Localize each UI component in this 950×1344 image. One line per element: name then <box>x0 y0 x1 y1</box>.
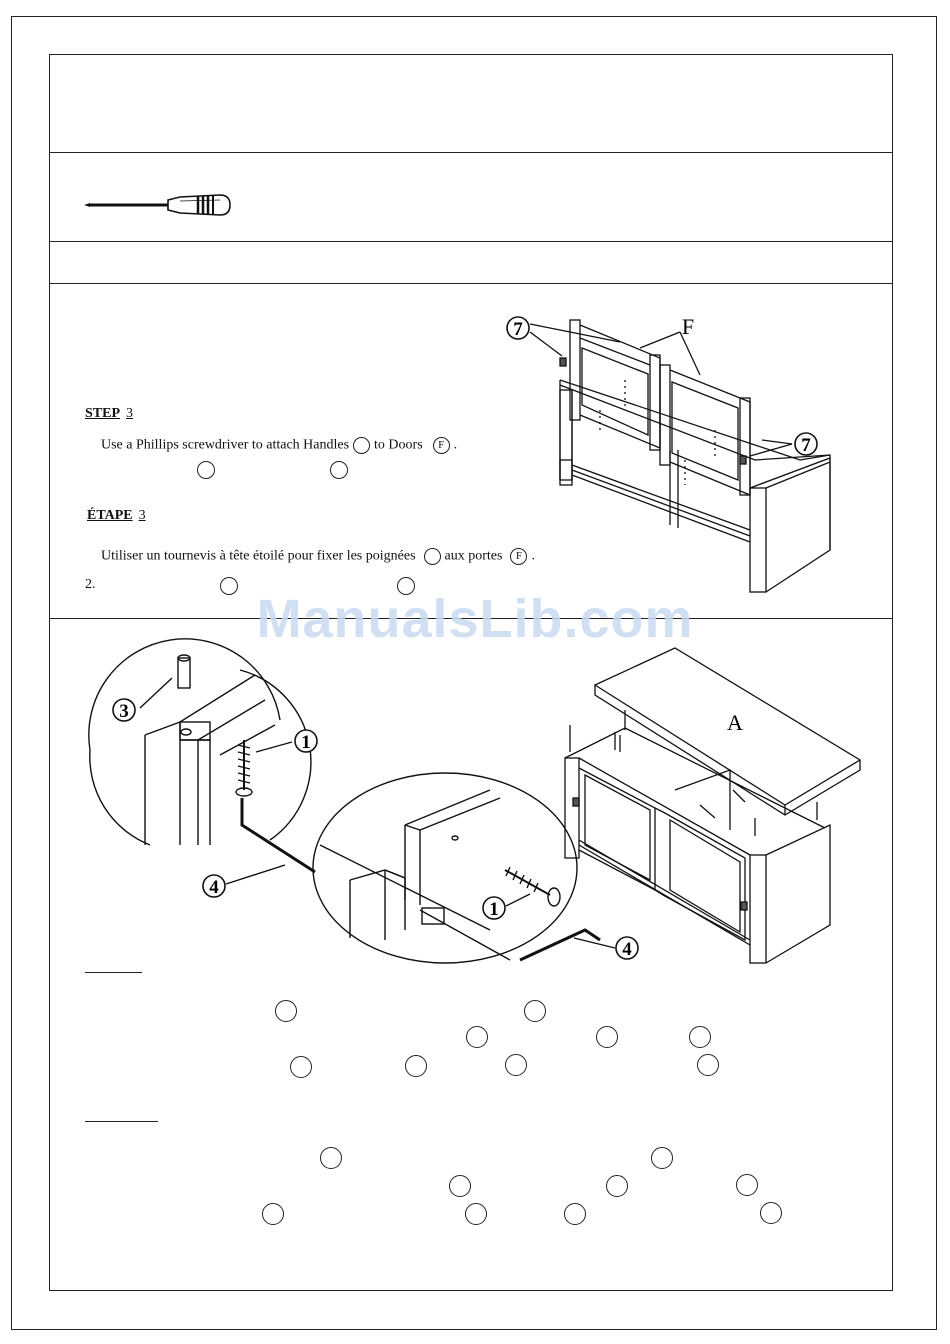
callout-hex-key-1: 4 <box>209 877 219 898</box>
callout-cam-screw: 1 <box>301 732 311 753</box>
ref-circle-empty <box>736 1174 758 1196</box>
top-panel-assembly-diagram <box>555 640 865 970</box>
etape-label: ÉTAPE <box>87 508 133 523</box>
instruction-period: . <box>453 437 458 453</box>
divider-1 <box>49 152 893 153</box>
instruction-text-mid: to Doors <box>374 437 423 453</box>
step-label: STEP <box>85 406 121 421</box>
callout-dowel: 3 <box>119 701 129 722</box>
instruction-period-fr: . <box>531 548 535 564</box>
doors-ref-circle-fr: F <box>510 548 527 565</box>
instruction-text: Use a Phillips screwdriver to attach Handles <box>101 437 350 453</box>
cabinet-doors-diagram <box>500 310 840 600</box>
callout-top-panel: A <box>727 710 743 735</box>
heading-underline <box>85 972 142 973</box>
etape-number: 3 <box>138 508 146 523</box>
ref-circle-empty <box>320 1147 342 1169</box>
watermark: ManualsLib.com <box>256 589 694 649</box>
step-heading <box>85 406 133 422</box>
ref-circle-empty <box>330 461 348 479</box>
callout-doors: F <box>681 314 695 339</box>
handle-ref-circle-fr <box>424 548 441 565</box>
step-instruction-en <box>101 437 457 454</box>
divider-2 <box>49 241 893 242</box>
ref-circle-empty <box>290 1056 312 1078</box>
ref-circle-empty <box>405 1055 427 1077</box>
callout-hex-key-2: 4 <box>622 939 632 960</box>
ref-circle-empty <box>465 1203 487 1225</box>
instruction-text-fr-mid: aux portes <box>444 548 503 564</box>
callout-cam-screw-2: 1 <box>489 899 499 920</box>
handle-ref-circle <box>353 437 370 454</box>
ref-circle-empty <box>505 1054 527 1076</box>
ref-circle-empty <box>275 1000 297 1022</box>
phillips-screwdriver-icon <box>80 186 240 226</box>
list-marker: 2. <box>85 577 96 592</box>
callout-handle-right: 7 <box>801 435 811 456</box>
ref-circle-empty <box>197 461 215 479</box>
ref-circle-empty <box>651 1147 673 1169</box>
heading-underline <box>85 1121 158 1122</box>
dowel-detail-diagram <box>80 640 340 880</box>
ref-circle-empty <box>466 1026 488 1048</box>
ref-circle-empty <box>689 1026 711 1048</box>
divider-3 <box>49 283 893 284</box>
hex-key-callout <box>200 874 230 900</box>
ref-circle-empty <box>697 1054 719 1076</box>
ref-circle-empty <box>449 1175 471 1197</box>
ref-circle-empty <box>564 1203 586 1225</box>
ref-circle-empty <box>760 1202 782 1224</box>
step-instruction-fr <box>101 548 535 565</box>
ref-circle-empty <box>262 1203 284 1225</box>
step-number: 3 <box>126 406 134 421</box>
etape-heading <box>87 508 146 524</box>
instruction-text-fr: Utiliser un tournevis à tête étoilé pour fixer les poignées <box>101 548 416 564</box>
callout-handle-top: 7 <box>513 319 523 340</box>
doors-ref-circle: F <box>433 437 450 454</box>
ref-circle-empty <box>596 1026 618 1048</box>
ref-circle-empty <box>606 1175 628 1197</box>
ref-circle-empty <box>524 1000 546 1022</box>
